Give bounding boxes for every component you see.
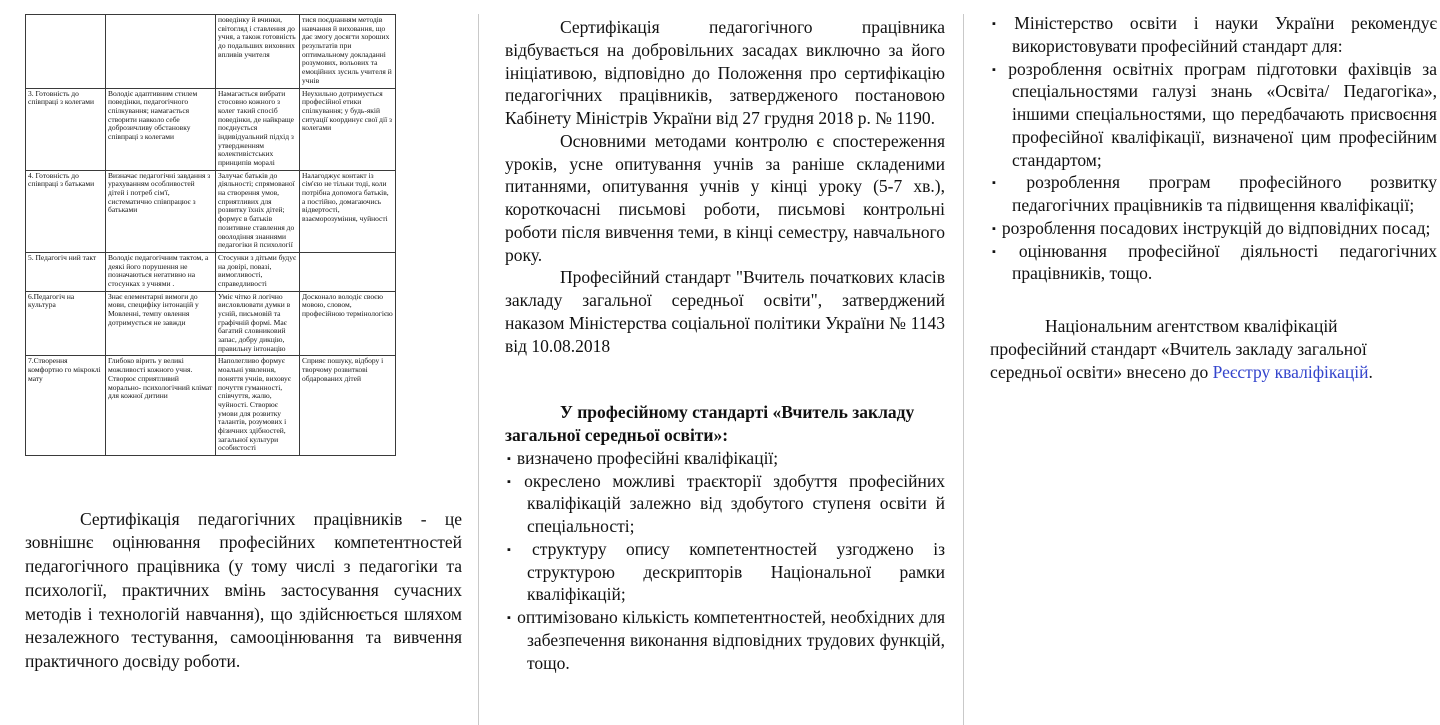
table-row	[26, 252, 396, 291]
list-item: ▪ структуру опису компетентностей узгоджено із структурою дескрипторів Національної рамки кваліфікацій;	[505, 538, 945, 606]
table-row	[26, 88, 396, 170]
standard-features-list	[505, 447, 945, 675]
list-item: ▪ Міністерство освіти і науки України рекомендує використовувати професійний стандарт для:	[990, 12, 1437, 58]
table-cell	[300, 252, 396, 291]
paragraph-certification-voluntary: Сертифікація педагогічного працівника відбувається на добровільних засадах виключно за його ініціативою, відповідно до Положення про сертифікацію педагогічних працівників, затвердженого постановою Кабінету Міністрів України від 27 грудня 2018 р. № 1190.	[505, 17, 945, 128]
list-item: ▪ оцінювання професійної діяльності педагогічних працівників, тощо.	[990, 240, 1437, 286]
certification-definition-paragraph: Сертифікація педагогічних працівників - це зовнішнє оцінювання професійних компетентностей педагогічного працівника (у тому числі з педагогіки та психології, практичних вмінь застосування сучасних методів і технологій навчання), що здійснюється шляхом незалежного тестування, самооцінювання та вивчення практичного досвіду роботи.	[25, 508, 462, 672]
table-cell: Володіє адаптивним стилем поведінки, педагогічного спілкування; намагається створити навколо себе доброзичливу обстановку співпраці з колегами	[106, 88, 216, 170]
table-row	[26, 15, 396, 89]
table-cell: Стосунки з дітьми будує на довірі, повазі, вимогливості, справедливості	[216, 252, 300, 291]
table-cell: тися поєднанням методів навчання й виховання, що дає змогу досягти хороших результатів при оптимальному докладанні розумових, вольових та емоційних зусиль учителя й учнів	[300, 15, 396, 89]
registry-link[interactable]: Реєстру кваліфікацій	[1212, 361, 1369, 382]
list-item: ▪ розроблення освітніх програм підготовки фахівців за спеціальностями галузі знань «Освіта/ Педагогіка», іншими спеціальностями, що передбачають присвоєння професійної кваліфікації, визначеної цим професійним стандартом;	[990, 58, 1437, 172]
table-cell	[106, 15, 216, 89]
table-cell: 7.Створення комфортно го мікроклі мату	[26, 356, 106, 456]
closing-text: Національним агентством кваліфікацій професійний стандарт «Вчитель закладу загальної середньої освіти» внесено до	[990, 316, 1367, 382]
table-cell: Визначає педагогічні завдання з урахуванням особливостей дітей і потреб сім'ї, систематично співпрацює з батьками	[106, 170, 216, 252]
paragraph-control-methods: Основними методами контролю є спостереження уроків, усне опитування учнів за раніше складеними питаннями, опитування учнів у кінці уроку (5-7 хв.), короткочасні письмові роботи, письмові контрольні роботи після вивчення теми, в кінці семестру, навчального року.	[505, 130, 945, 265]
table-cell: Наполегливо формує моальні уявлення, поняття учнів, виховує почуття гуманності, співчуття, жалю, чуйності. Створює умови для розвитку талантів, розумових і фізичних здібностей, загальної культури особистості	[216, 356, 300, 456]
table-cell: 4. Готовність до співпраці з батьками	[26, 170, 106, 252]
table-cell: Досконало володіє своєю мовою, словом, професійною термінологією	[300, 291, 396, 356]
table-cell: Залучає батьків до діяльності; спрямованої на створення умов, сприятливих для розвитку їхніх дітей; формує в батьків позитивне ставлення до оволодіння знаннями педагогіки й психології	[216, 170, 300, 252]
closing-paragraph	[990, 315, 1437, 383]
list-item: ▪ оптимізовано кількість компетентностей, необхідних для забезпечення виконання відповідних трудових функцій, тощо.	[505, 606, 945, 674]
table-cell: Сприяє пошуку, відбору і творчому розвиткові обдарованих дітей	[300, 356, 396, 456]
right-page	[990, 12, 1437, 383]
table-cell: 3. Готовність до співпраці з колегами	[26, 88, 106, 170]
page-divider	[478, 14, 479, 725]
list-item: ▪ окреслено можливі траєкторії здобуття професійних кваліфікацій залежно від здобутого ступеня освіти й спеціальності;	[505, 470, 945, 538]
list-item: ▪ визначено професійні кваліфікації;	[505, 447, 945, 470]
table-cell: 6.Педагогіч на культура	[26, 291, 106, 356]
table-cell	[26, 15, 106, 89]
table-cell: Намагається вибрати стосовно кожного з колег такий спосіб поведінки, де найкраще поєднується індивідуальний підхід з утвердженням колективістських принципів моралі	[216, 88, 300, 170]
table-cell: поведінку й вчинки, світогляд і ставлення до учня, а також готовність до подальших виховних впливів учителя	[216, 15, 300, 89]
list-item: ▪ розроблення програм професійного розвитку педагогічних працівників та підвищення кваліфікації;	[990, 171, 1437, 217]
table-cell: Неухильно дотримується професійної етики спілкування; у будь-якій ситуації координує свої дії з колегами	[300, 88, 396, 170]
table-cell: Володіє педагогічним тактом, а деякі його порушення не позначаються негативно на стосунках з учнями .	[106, 252, 216, 291]
table-row	[26, 291, 396, 356]
table-cell: Знає елементарні вимоги до мови, специфіку інтонацій у Мовленні, темпу овлення дотримується не завжди	[106, 291, 216, 356]
closing-text-end: .	[1368, 361, 1373, 382]
table-row	[26, 356, 396, 456]
page-divider	[963, 14, 964, 725]
list-item: ▪ розроблення посадових інструкцій до відповідних посад;	[990, 217, 1437, 240]
standard-heading: У професійному стандарті «Вчитель закладу загальної середньої освіти»:	[505, 402, 915, 445]
table-row	[26, 170, 396, 252]
table-cell: Уміє чітко й логічно висловлювати думки в усній, письмовій та графічній формі. Має багатий словниковий запас, добру дикцію, правильну інтонацію	[216, 291, 300, 356]
competency-table	[25, 14, 396, 456]
table-cell: Налагоджує контакт із сім'єю не тільки тоді, коли потрібна допомога батьків, а постійно, домагаючись відвертості, взаєморозуміння, чуйності	[300, 170, 396, 252]
table-cell: 5. Педагогіч ний такт	[26, 252, 106, 291]
table-cell: Глибоко вірить у великі можливості кожного учня. Створює сприятливий морально- психологічний клімат для кожної дитини	[106, 356, 216, 456]
middle-page	[505, 16, 945, 674]
paragraph-professional-standard: Професійний стандарт "Вчитель початкових класів закладу загальної середньої освіти", затверджений наказом Міністерства соціальної політики України № 1143 від 10.08.2018	[505, 267, 945, 356]
ministry-recommendations-list	[990, 12, 1437, 285]
